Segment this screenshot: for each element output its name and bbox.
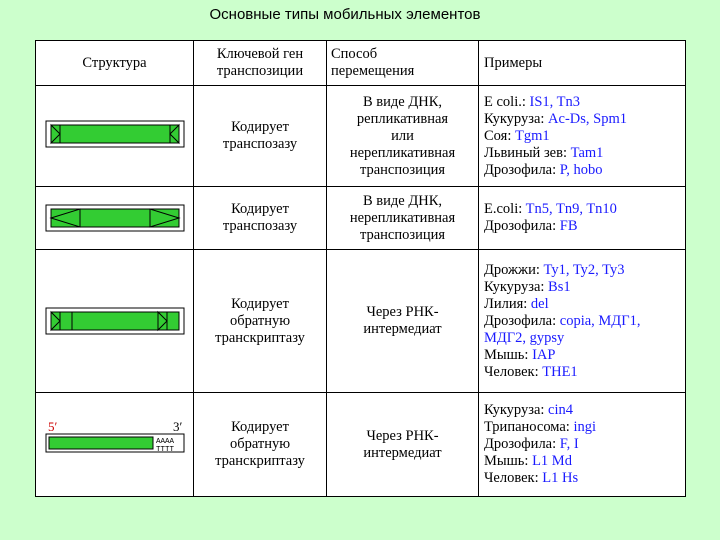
structure-diagram-2: [36, 187, 194, 250]
table-row: [36, 187, 686, 250]
method-cell: Через РНК- интермедиат: [327, 250, 479, 393]
example-line: Мышь: L1 Md: [484, 453, 572, 469]
structure-diagram-4: [36, 393, 194, 497]
header-method: Способ перемещения: [327, 41, 479, 86]
poly-t-label: TTTT: [156, 446, 175, 454]
gene-cell: Кодирует транспозазу: [194, 187, 327, 250]
element-body: [51, 125, 179, 143]
example-line: Человек: THE1: [484, 363, 578, 380]
example-line: Человек: L1 Hs: [484, 470, 579, 486]
gene-cell: Кодирует обратную транскриптазу: [194, 393, 327, 497]
table-row: [36, 393, 686, 497]
example-line: Трипаносома: ingi: [484, 419, 597, 435]
table-row: [36, 250, 686, 393]
example-line: E.coli: Tn5, Tn9, Tn10: [484, 201, 617, 217]
example-line: Дрозофила: P, hobo: [484, 161, 603, 178]
example-line: Львиный зев: Tam1: [484, 144, 604, 161]
retrotransposon-ltr-diagram: [36, 250, 194, 392]
table-row: [36, 86, 686, 187]
example-line: Кукуруза: cin4: [484, 402, 574, 418]
method-cell: Через РНК- интермедиат: [327, 393, 479, 497]
gene-cell: Кодирует обратную транскриптазу: [194, 250, 327, 393]
poly-a-label: AAAA: [156, 438, 175, 446]
structure-diagram-1: [36, 86, 194, 187]
example-line: Дрозофила: F, I: [484, 436, 579, 452]
element-body: [49, 437, 153, 449]
structure-diagram-3: [36, 250, 194, 393]
method-cell: В виде ДНК, нерепликативная транспозиция: [327, 187, 479, 250]
example-line: МДГ2, gypsy: [484, 329, 565, 346]
page-title: Основные типы мобильных элементов: [209, 6, 481, 23]
examples-cell: [479, 250, 686, 393]
header-gene: Ключевой ген транспозиции: [194, 41, 327, 86]
five-prime-label: 5′: [48, 419, 58, 434]
method-cell: В виде ДНК, репликативная или нерепликативная транспозиция: [327, 86, 479, 187]
example-line: Дрожжи: Ty1, Ty2, Ty3: [484, 261, 625, 278]
composite-transposon-diagram: [36, 187, 194, 249]
example-line: Кукуруза: Bs1: [484, 278, 571, 295]
header-row: [36, 41, 686, 86]
mobile-elements-table: [35, 40, 686, 497]
header-examples: Примеры: [479, 41, 686, 86]
examples-cell: [479, 393, 686, 497]
example-line: Дрозофила: FB: [484, 218, 578, 234]
line-retroposon-diagram: [36, 393, 194, 496]
dna-transposon-inverted-repeats-diagram: [36, 86, 194, 186]
examples-cell: [479, 86, 686, 187]
gene-cell: Кодирует транспозазу: [194, 86, 327, 187]
three-prime-label: 3′: [173, 419, 183, 434]
example-line: Дрозофила: copia, МДГ1,: [484, 312, 641, 329]
example-line: E coli.: IS1, Tn3: [484, 93, 581, 110]
examples-cell: [479, 187, 686, 250]
example-line: Мышь: IAP: [484, 346, 556, 363]
header-structure: Структура: [36, 41, 194, 86]
example-line: Соя: Tgm1: [484, 127, 550, 144]
example-line: Кукуруза: Ac-Ds, Spm1: [484, 110, 627, 127]
example-line: Лилия: del: [484, 295, 549, 312]
